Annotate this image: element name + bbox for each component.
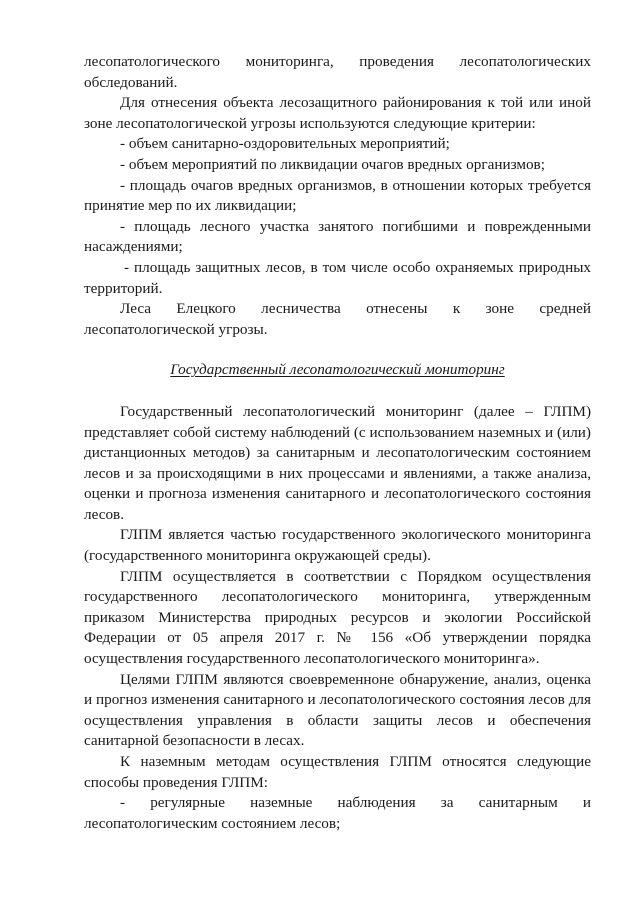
list-item: - площадь защитных лесов, в том числе особо охраняемых природных территорий.: [84, 258, 591, 297]
list-item: - объем санитарно-оздоровительных мероприятий;: [120, 135, 450, 153]
list-item: - площадь лесного участка занятого погибшими и поврежденными насаждениями;: [84, 217, 591, 256]
section-intro: [84, 52, 591, 340]
paragraph: Для отнесения объекта лесозащитного районирования к той или иной зоне лесопатологической угрозы используются следующие критерии:: [84, 94, 591, 132]
paragraph: ГЛПМ осуществляется в соответствии с Порядком осуществления государственного лесопатологического мониторинга, утвержденным приказом Министерства природных ресурсов и экологии Российской Федерации от 05 апреля 2017 г. № 156 «Об утверждении порядка осуществления государственного лесопатологического мониторинга».: [84, 567, 591, 668]
list-item: - объем мероприятий по ликвидации очагов вредных организмов;: [120, 155, 545, 173]
paragraph: Государственный лесопатологический мониторинг (далее – ГЛПМ) представляет собой систему наблюдений (с использованием наземных и (или) дистанционных методов) за санитарным и лесопатологическим состоянием лесов и за происходящими в них процессами и явлениями, а также анализа, оценки и прогноза изменения санитарного и лесопатологического состояния лесов.: [84, 402, 591, 523]
paragraph: Целями ГЛПМ являются своевременноне обнаружение, анализ, оценка и прогноз изменения санитарного и лесопатологического состояния лесов для осуществления управления в области защиты лесов и обеспечения санитарной безопасности в лесах.: [84, 670, 591, 750]
paragraph: К наземным методам осуществления ГЛПМ относятся следующие способы проведения ГЛПМ:: [84, 753, 591, 791]
paragraph: Леса Елецкого лесничества отнесены к зоне средней лесопатологической угрозы.: [84, 300, 591, 338]
document-page: [84, 52, 591, 834]
list-item: - площадь очагов вредных организмов, в отношении которых требуется принятие мер по их ликвидации;: [84, 176, 591, 215]
section-heading: Государственный лесопатологический мониторинг: [170, 361, 505, 379]
section-monitoring: [84, 402, 591, 834]
list-item: - регулярные наземные наблюдения за санитарным и лесопатологическим состоянием лесов;: [84, 794, 591, 832]
paragraph: лесопатологического мониторинга, проведения лесопатологических обследований.: [84, 53, 591, 91]
paragraph: ГЛПМ является частью государственного экологического мониторинга (государственного мониторинга окружающей среды).: [84, 526, 591, 565]
